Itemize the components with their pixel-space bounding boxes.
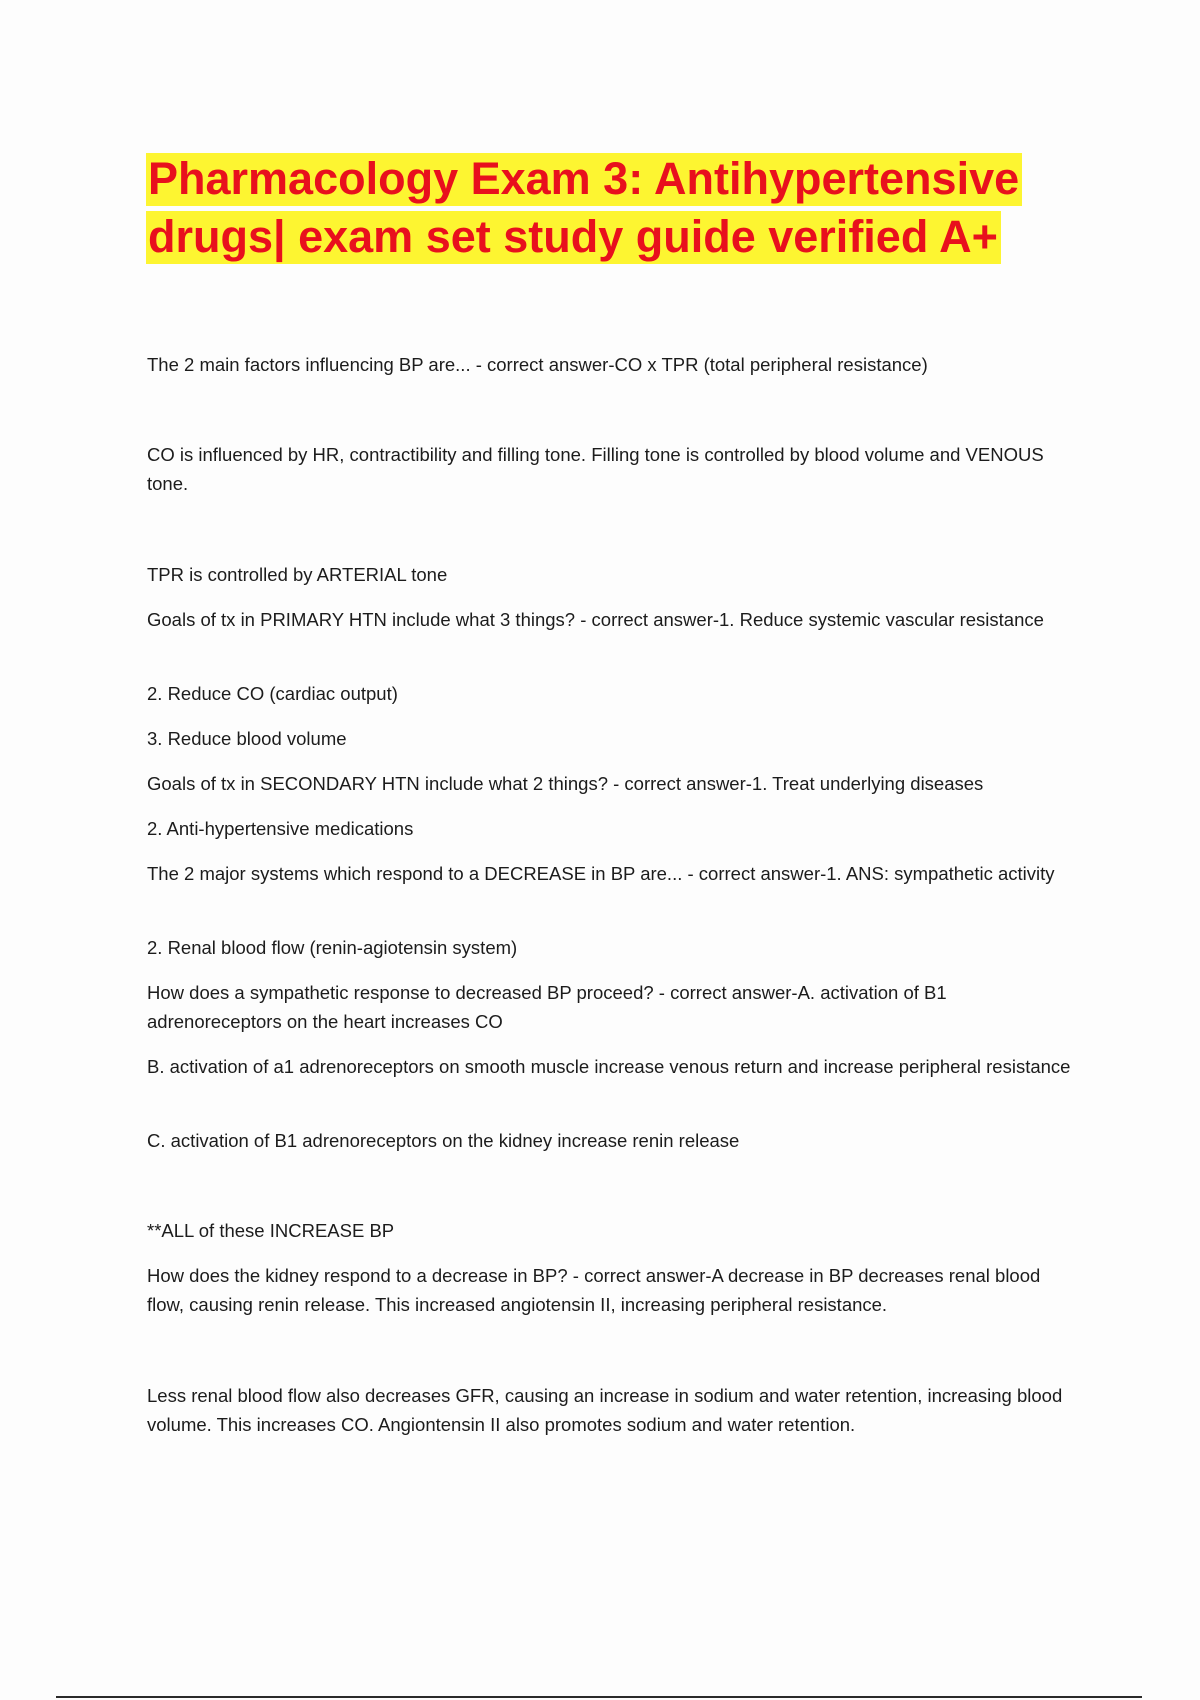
paragraph-major-systems: The 2 major systems which respond to a DECREASE in BP are... - correct answer-1. ANS: sympathetic activity: [147, 863, 1055, 884]
title-highlight: Pharmacology Exam 3: Antihypertensive drugs| exam set study guide verified A+: [146, 153, 1022, 264]
document-title: [146, 150, 1086, 266]
paragraph-b1-kidney: C. activation of B1 adrenoreceptors on the kidney increase renin release: [147, 1130, 740, 1151]
paragraph-a1-activation: B. activation of a1 adrenoreceptors on smooth muscle increase venous return and increase peripheral resistance: [147, 1056, 1071, 1077]
paragraph-reduce-co: 2. Reduce CO (cardiac output): [147, 683, 398, 704]
paragraph-co-influence: CO is influenced by HR, contractibility and filling tone. Filling tone is controlled by blood volume and VENOUS tone.: [147, 444, 1044, 494]
paragraph-bp-factors: The 2 main factors influencing BP are... - correct answer-CO x TPR (total peripheral resistance): [147, 354, 928, 375]
paragraph-sympathetic-response: How does a sympathetic response to decreased BP proceed? - correct answer-A. activation of B1 adrenoreceptors on the heart increases CO: [147, 982, 947, 1032]
paragraph-antihypertensive-meds: 2. Anti-hypertensive medications: [147, 818, 414, 839]
paragraph-gfr-decrease: Less renal blood flow also decreases GFR, causing an increase in sodium and water retention, increasing blood volume. This increases CO. Angiontensin II also promotes sodium and water retention.: [147, 1385, 1063, 1435]
bottom-rule: [56, 1696, 1142, 1698]
paragraph-all-increase-bp: **ALL of these INCREASE BP: [147, 1220, 395, 1241]
paragraph-reduce-blood-volume: 3. Reduce blood volume: [147, 728, 347, 749]
paragraph-renal-blood-flow: 2. Renal blood flow (renin-agiotensin system): [147, 937, 518, 958]
paragraph-tpr-control: TPR is controlled by ARTERIAL tone: [147, 564, 448, 585]
paragraph-kidney-response: How does the kidney respond to a decrease in BP? - correct answer-A decrease in BP decreases renal blood flow, causing renin release. This increased angiotensin II, increasing peripheral resistance.: [147, 1265, 1041, 1315]
paragraph-secondary-htn-goals: Goals of tx in SECONDARY HTN include what 2 things? - correct answer-1. Treat underlying diseases: [147, 773, 984, 794]
paragraph-primary-htn-goals: Goals of tx in PRIMARY HTN include what 3 things? - correct answer-1. Reduce systemic vascular resistance: [147, 609, 1044, 630]
